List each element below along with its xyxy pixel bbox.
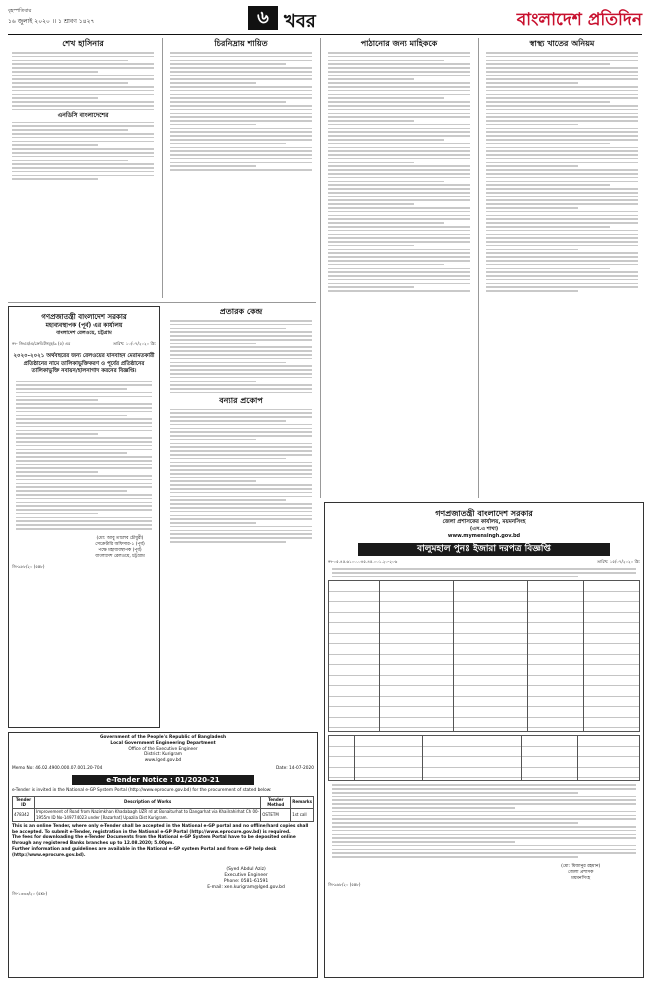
sand-schedule-table [328,580,640,732]
lged-l1: Government of the People's Republic of Bangladesh [99,735,227,740]
sand-memo: নং-০৫.৪৫.৬১০০.০৪৫.৪৫.০০১.২০-২০৬ [328,559,398,564]
lged-footer: জি-১৩৩৩/২০ (৫x৮) [12,890,48,896]
article-body [166,52,316,171]
sand-branch: (এস.এ শাখা) [469,526,499,532]
lged-cell: Improvement of Road from Nazimkhan Khadabagh UZR rd at Bonaiturhat to Dangarhat via Khailrahirhat Ch 00-1955m ID No-149774023 under [Razarhat] Upazila Dist Kurigram. [36,809,259,820]
sand-footer: জি-৯৬৮/২০ (৫x৮) [328,881,361,887]
column-divider [162,38,163,298]
signer-role: সেক্রেটারি অফিসার-১ (পূর্ব) [95,541,145,547]
lged-cell: 478342 [13,809,35,822]
sand-intro [328,568,640,577]
article-burial [166,38,316,298]
lged-col: Tender ID [13,796,35,809]
article-health [482,38,642,498]
page-number: ৬ [248,6,278,30]
date-day: বৃহস্পতিবার [8,8,32,14]
page-header [8,6,642,32]
signer-role: জেলা প্রশাসক [568,869,594,875]
section-divider [8,302,316,303]
sand-web[interactable]: www.mymensingh.gov.bd [447,533,521,539]
article-body [8,52,158,110]
sand-mahal-table [328,735,640,781]
lged-l4: District: Kurigram [144,752,182,758]
lged-cell: OSTETM [261,809,291,822]
signer-org: ময়মনসিংহ [571,875,591,881]
signer-sub: পক্ষে মহাব্যবস্থাপক (পূর্ব) [98,547,142,553]
ad-railway [8,306,160,728]
lged-signature [178,867,314,891]
lged-table [12,796,314,822]
article-title: শেখ হাসিনার [62,39,104,48]
article-body [324,52,474,292]
sand-date: তারিখ: ১৫/০৭/২০২০ খ্রি: [597,559,640,564]
ad-dept: মহাব্যবস্থাপক (পূর্ব) এর কার্যালয় [45,322,123,329]
lged-col: Remarks [291,796,314,809]
signer-name: (মো: আবু তালেব চৌধুরী) [96,535,144,541]
signer-org: বাংলাদেশ রেলওয়ে, চট্টগ্রাম [95,553,145,559]
article-title: প্রতারক কেন্দ্র [219,307,263,316]
article-body [482,52,642,292]
lged-date: Date: 14-07-2020 [275,765,314,771]
ad-heading: ২০২০-২০২১ অর্থবছরের জন্য রেলওয়ের যানবাহন মেরামতকারী প্রতিষ্ঠানের নামে তালিকাভুক্তিকরণ ও পূর্বের প্রতিষ্ঠানের তালিকাভুক্তি নবায়ন/হালনাগাদ করনের বিজ্ঞপ্তি। [13,353,155,374]
lged-note1: This is an online Tender, where only e-Tender shall be accepted in the National e-GP portal and no offline/hard copies shall be accepted. To submit e-Tender, registration in the National e-GP Portal (http://www.eprocure.gov.bd) is required. [12,823,309,835]
article-lower-col2 [166,306,316,726]
newspaper-logo: বাংলাদেশ প্রতিদিন [516,10,642,30]
lged-notice: e-Tender Notice : 01/2020-21 [72,775,254,785]
sand-signature [521,864,640,882]
lged-col: Tender Method [261,796,291,809]
article-sheikh-hasina [8,38,158,298]
signer-role: Executive Engineer [224,872,268,878]
sand-office: জেলা প্রশাসকের কার্যালয়, ময়মনসিংহ [442,519,526,525]
header-rule [8,34,642,35]
article-mahik [324,38,474,498]
article-title: স্বাস্থ্য খাতের অনিয়ম [529,39,595,48]
sand-heading: বালুমহাল পুনঃ ইজারা দরপত্র বিজ্ঞপ্তি [358,543,610,556]
ad-govt: গণপ্রজাতন্ত্রী বাংলাদেশ সরকার [41,313,127,321]
ad-date: তারিখ: ১০/০৭/২০২০ খ্রি: [113,341,156,346]
sand-terms [328,784,640,857]
section-title: খবর [284,11,316,32]
article-body-2 [8,122,158,180]
article-body-2 [166,409,316,543]
lged-intro: e-Tender is invited in the National e-GP System Portal (http://www.eprocure.gov.bd) for the procurement of stated below: [12,787,272,793]
signer-phone: Phone: 0581-61591 [223,878,269,884]
signer-name: (Syed Abdul Aziz) [226,866,266,872]
ad-footer: জি-৯৮৮/২০ (৫x৮) [12,563,45,569]
lged-note3: Further information and guidelines are available in the National e-GP system Portal and from e-GP help desk (http://www.eprocure.gov.bd). [12,846,277,858]
table-row [13,809,314,822]
article-title: চিরনিদ্রায় শায়িত [214,39,268,48]
column-divider [478,38,479,498]
lged-cell: 1st call [291,809,314,822]
lged-col: Description of Works [35,796,261,809]
lged-l3: Office of the Executive Engineer [128,746,198,752]
ad-signature [84,536,156,560]
lged-note2: The fees for downloading the e-Tender Documents from the National e-GP System Portal have to be deposited online through any registered Banks branches up to 12.08.2020; 5.00pm. [12,835,296,847]
sand-govt: গণপ্রজাতন্ত্রী বাংলাদেশ সরকার [435,509,533,518]
article-title-2: বন্যার প্রকোপ [219,395,263,405]
signer-name: (মো: মিজানুর রহমান) [561,863,601,869]
ad-lged-tender [8,732,318,978]
column-divider [320,38,321,498]
date-line: ১৬ জুলাই ২০২০ ।। ১ শ্রাবণ ১৪২৭ [8,18,95,25]
lged-memo: Memo No: 46.02.4900.000.07.001.20-704 [12,765,103,771]
ad-sand-lease [324,502,644,978]
ad-sub: বাংলাদেশ রেলওয়ে, চট্টগ্রাম [56,330,112,336]
ad-body [12,381,156,530]
lged-l2: Local Government Engineering Department [110,740,216,746]
article-title: পাঠানোর জন্য মাহিককে [360,39,438,48]
ad-memo: নং- জিএম/এ/ক্রেডিটসমূহ/৯ (৫) এর [12,341,71,346]
article-subtitle: এনডিসি বাংলাদেশের [57,111,109,119]
article-body [166,320,316,393]
lged-web[interactable]: www.lged.gov.bd [144,758,182,764]
signer-email: E-mail: xen.kurigram@lged.gov.bd [207,884,285,890]
